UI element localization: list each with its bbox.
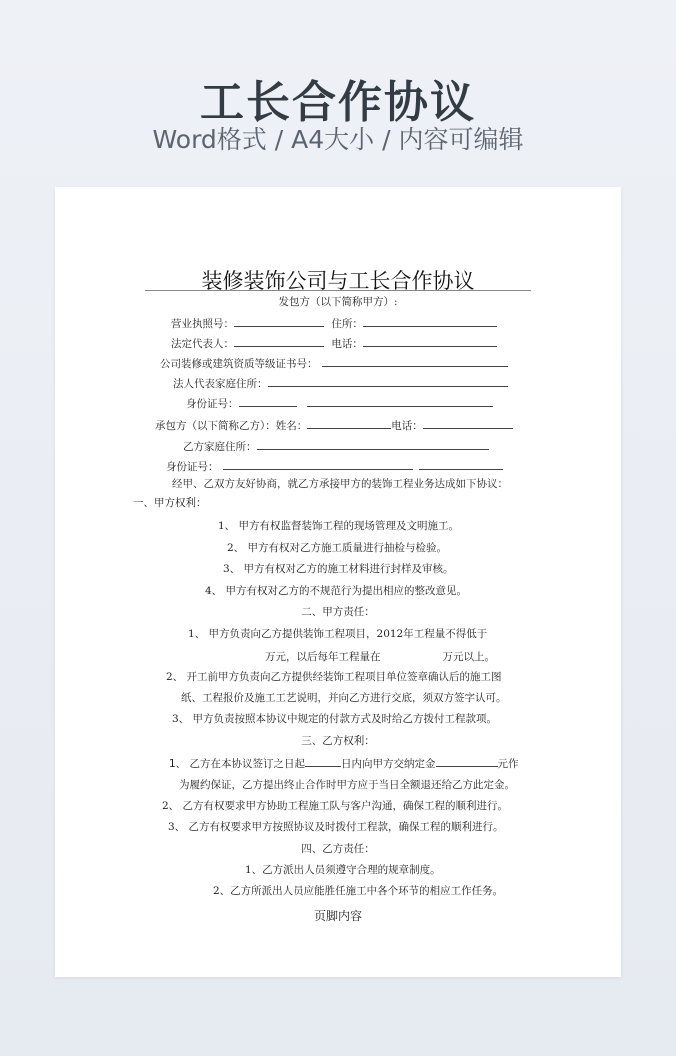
sec2-item-1b-pre: 万元，以后每年工程量在 [265, 651, 381, 663]
id-b-blank-1[interactable] [223, 459, 413, 470]
sec2-item-1b-post: 万元以上。 [442, 651, 495, 663]
address-blank[interactable] [363, 316, 497, 327]
legal-rep-label: 法定代表人： [171, 338, 234, 350]
b-home-row [183, 439, 489, 454]
section-4-heading: 四、乙方责任： [301, 843, 375, 855]
sec4-item-1: 1、乙方派出人员须遵守合理的规章制度。 [245, 864, 441, 876]
sec3-item-2: 2、 乙方有权要求甲方协助工程施工队与客户沟通，确保工程的顺利进行。 [162, 800, 509, 812]
license-row [171, 316, 497, 331]
rep-home-blank[interactable] [268, 376, 508, 387]
sec3-item-1a [169, 756, 519, 771]
b-home-blank[interactable] [257, 439, 489, 450]
section-3-heading: 三、乙方权利： [301, 735, 375, 747]
party-b-label: 承包方（以下简称乙方）：姓名： [155, 420, 308, 432]
phone-label: 电话： [331, 338, 363, 350]
sec2-item-2a: 2、 开工前甲方负责向乙方提供经装饰工程项目单位签章确认后的施工图 [166, 671, 502, 683]
sec3-deposit-blank[interactable] [436, 756, 498, 767]
license-label: 营业执照号： [171, 318, 234, 330]
sec1-item-1: 1、 甲方有权监督装饰工程的现场管理及文明施工。 [218, 520, 460, 532]
document-page [55, 187, 621, 977]
document-title: 装修装饰公司与工长合作协议 [201, 269, 475, 293]
party-b-name-blank[interactable] [307, 418, 391, 429]
id-b-row [166, 459, 503, 474]
id-b-label: 身份证号： [166, 461, 219, 473]
legal-rep-row [171, 336, 497, 351]
rep-home-label: 法人代表家庭住所： [173, 378, 268, 390]
sec3-item-1a-pre: 1、 乙方在本协议签订之日起 [169, 758, 306, 770]
sec4-item-2: 2、乙方所派出人员应能胜任施工中各个环节的相应工作任务。 [213, 885, 504, 897]
id-a-blank-2[interactable] [307, 396, 493, 407]
phone-blank[interactable] [363, 336, 497, 347]
sec3-item-1a-mid: 日内向甲方交纳定金 [341, 758, 436, 770]
sec2-amount-blank[interactable] [381, 649, 443, 660]
legal-rep-blank[interactable] [234, 336, 324, 347]
qualification-blank[interactable] [322, 356, 508, 367]
section-1-heading: 一、甲方权利： [133, 497, 207, 509]
party-b-phone-label: 电话： [391, 420, 423, 432]
party-a-heading: 发包方（以下简称甲方）: [278, 296, 398, 308]
party-b-phone-blank[interactable] [423, 418, 513, 429]
page-footer: 页脚内容 [313, 909, 362, 923]
id-a-row [186, 396, 493, 411]
sec2-item-1a: 1、 甲方负责向乙方提供装饰工程项目，2012年工程量不得低于 [188, 628, 488, 640]
section-2-heading: 二、甲方责任： [301, 606, 375, 618]
title-underline [145, 290, 531, 291]
license-blank[interactable] [234, 316, 324, 327]
id-a-blank-1[interactable] [239, 396, 297, 407]
sec3-item-1a-post: 元作 [497, 758, 519, 770]
qualification-row [160, 356, 508, 371]
sec2-item-3: 3、 甲方负责按照本协议中规定的付款方式及时给乙方拨付工程款项。 [172, 713, 498, 725]
id-b-blank-2[interactable] [419, 459, 503, 470]
sec3-item-1b: 为履约保证，乙方提出终止合作时甲方应于当日全额退还给乙方此定金。 [179, 779, 515, 791]
sec2-item-1b [265, 649, 495, 664]
sec3-days-blank[interactable] [305, 756, 341, 767]
party-b-row [155, 418, 513, 433]
id-a-label: 身份证号： [186, 398, 239, 410]
sec1-item-2: 2、 甲方有权对乙方施工质量进行抽检与检验。 [227, 542, 448, 554]
sec3-item-3: 3、 乙方有权要求甲方按照协议及时拨付工程款，确保工程的顺利进行。 [168, 821, 504, 833]
page-subtitle: Word格式 / A4大小 / 内容可编辑 [152, 125, 524, 154]
qualification-label: 公司装修或建筑资质等级证书号： [160, 358, 318, 370]
rep-home-row [173, 376, 508, 391]
sec1-item-4: 4、 甲方有权对乙方的不规范行为提出相应的整改意见。 [205, 585, 468, 597]
address-label: 住所： [331, 318, 363, 330]
intro-paragraph: 经甲、乙双方友好协商，就乙方承接甲方的装饰工程业务达成如下协议： [172, 478, 508, 490]
sec2-item-2b: 纸、工程报价及施工工艺说明，并向乙方进行交底，须双方签字认可。 [181, 692, 507, 704]
page-title: 工长合作协议 [200, 77, 476, 128]
b-home-label: 乙方家庭住所： [183, 441, 257, 453]
sec1-item-3: 3、 甲方有权对乙方的施工材料进行封样及审核。 [223, 563, 454, 575]
